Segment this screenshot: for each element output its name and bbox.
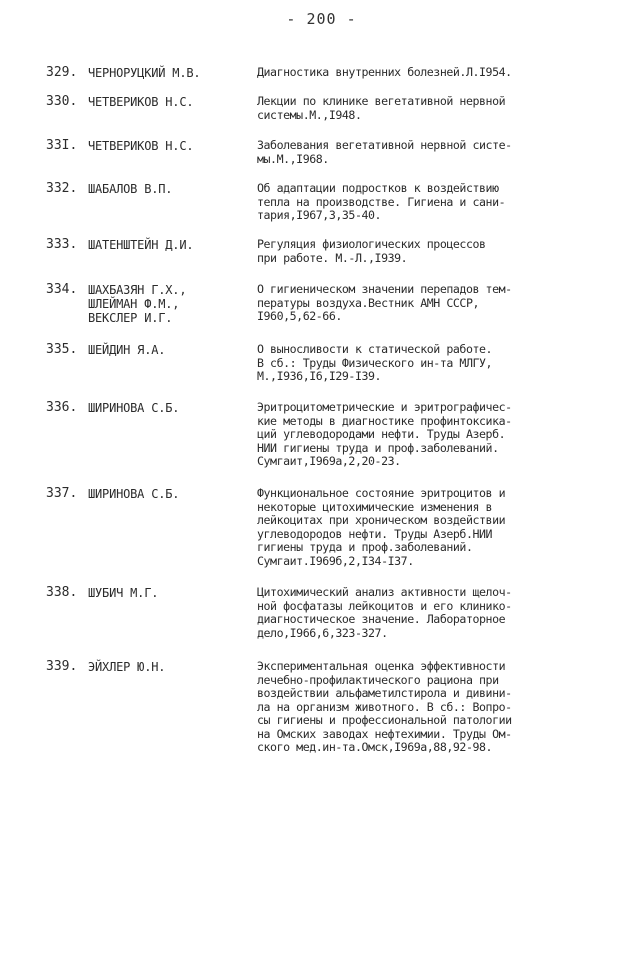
entry-number: 329. bbox=[46, 65, 78, 80]
entry-reference: Цитохимический анализ активности щелоч- ной фосфатазы лейкоцитов и его клинико- диагностическое значение. Лабораторное дело,I966,6,323-327. bbox=[257, 585, 512, 640]
entry-reference: О выносливости к статической работе. В сб.: Труды Физического ин-та МЛГУ, М.,I936,I6,I29-I39. bbox=[257, 342, 493, 383]
entry-number: 335. bbox=[46, 342, 78, 357]
entry-number: 339. bbox=[46, 659, 78, 674]
entry-author: ЧЕТВЕРИКОВ Н.С. bbox=[88, 95, 194, 109]
entry-author: ЭЙХЛЕР Ю.Н. bbox=[88, 660, 166, 674]
entry-reference: Заболевания вегетативной нервной систе- мы.М.,I968. bbox=[257, 138, 512, 166]
entry-author: ЧЕРНОРУЦКИЙ М.В. bbox=[88, 66, 201, 80]
entry-author: ШАБАЛОВ В.П. bbox=[88, 182, 173, 196]
entry-reference: Функциональное состояние эритроцитов и некоторые цитохимические изменения в лейкоцитах при хроническом воздействии углеводородов нефти. Труды Азерб.НИИ гигиены труда и проф.заболеваний. Сумгаит.I969б,2,I34-I37. bbox=[257, 486, 506, 568]
entry-reference: Об адаптации подростков к воздействию тепла на производстве. Гигиена и сани- тария,I967,3,35-40. bbox=[257, 181, 506, 222]
entry-number: 338. bbox=[46, 585, 78, 600]
entry-author: ЧЕТВЕРИКОВ Н.С. bbox=[88, 139, 194, 153]
entry-number: 330. bbox=[46, 94, 78, 109]
entry-author: ШУБИЧ М.Г. bbox=[88, 586, 159, 600]
entry-number: 33I. bbox=[46, 138, 78, 153]
entry-reference: Регуляция физиологических процессов при работе. М.-Л.,I939. bbox=[257, 237, 486, 265]
entry-reference: Лекции по клинике вегетативной нервной системы.М.,I948. bbox=[257, 94, 506, 122]
entry-author: ШАХБАЗЯН Г.Х., ШЛЕЙМАН Ф.М., ВЕКСЛЕР И.Г. bbox=[88, 283, 187, 325]
entry-reference: Диагностика внутренних болезней.Л.I954. bbox=[257, 65, 512, 79]
entry-author: ШАТЕНШТЕЙН Д.И. bbox=[88, 238, 194, 252]
page-number: - 200 - bbox=[286, 10, 357, 28]
entry-reference: О гигиеническом значении перепадов тем- пературы воздуха.Вестник АМН СССР, I960,5,62-66. bbox=[257, 282, 512, 323]
entry-number: 337. bbox=[46, 486, 78, 501]
entry-number: 332. bbox=[46, 181, 78, 196]
entry-author: ШЕЙДИН Я.А. bbox=[88, 343, 166, 357]
entry-reference: Эритроцитометрические и эритрографичес- кие методы в диагностике профинтоксика- ций углеводородами нефти. Труды Азерб. НИИ гигиены труда и проф.заболеваний. Сумгаит,I969а,2,20-23. bbox=[257, 400, 512, 468]
entry-author: ШИРИНОВА С.Б. bbox=[88, 487, 180, 501]
entry-number: 334. bbox=[46, 282, 78, 297]
entry-number: 333. bbox=[46, 237, 78, 252]
entry-author: ШИРИНОВА С.Б. bbox=[88, 401, 180, 415]
entry-reference: Экспериментальная оценка эффективности лечебно-профилактического рациона при воздействии альфаметилстирола и дивини- ла на организм животного. В сб.: Вопро- сы гигиены и профессиональной патологии на Омских заводах нефтехимии. Труды Ом- ского мед.ин-та.Омск,I969а,88,92-98. bbox=[257, 659, 512, 754]
entry-number: 336. bbox=[46, 400, 78, 415]
